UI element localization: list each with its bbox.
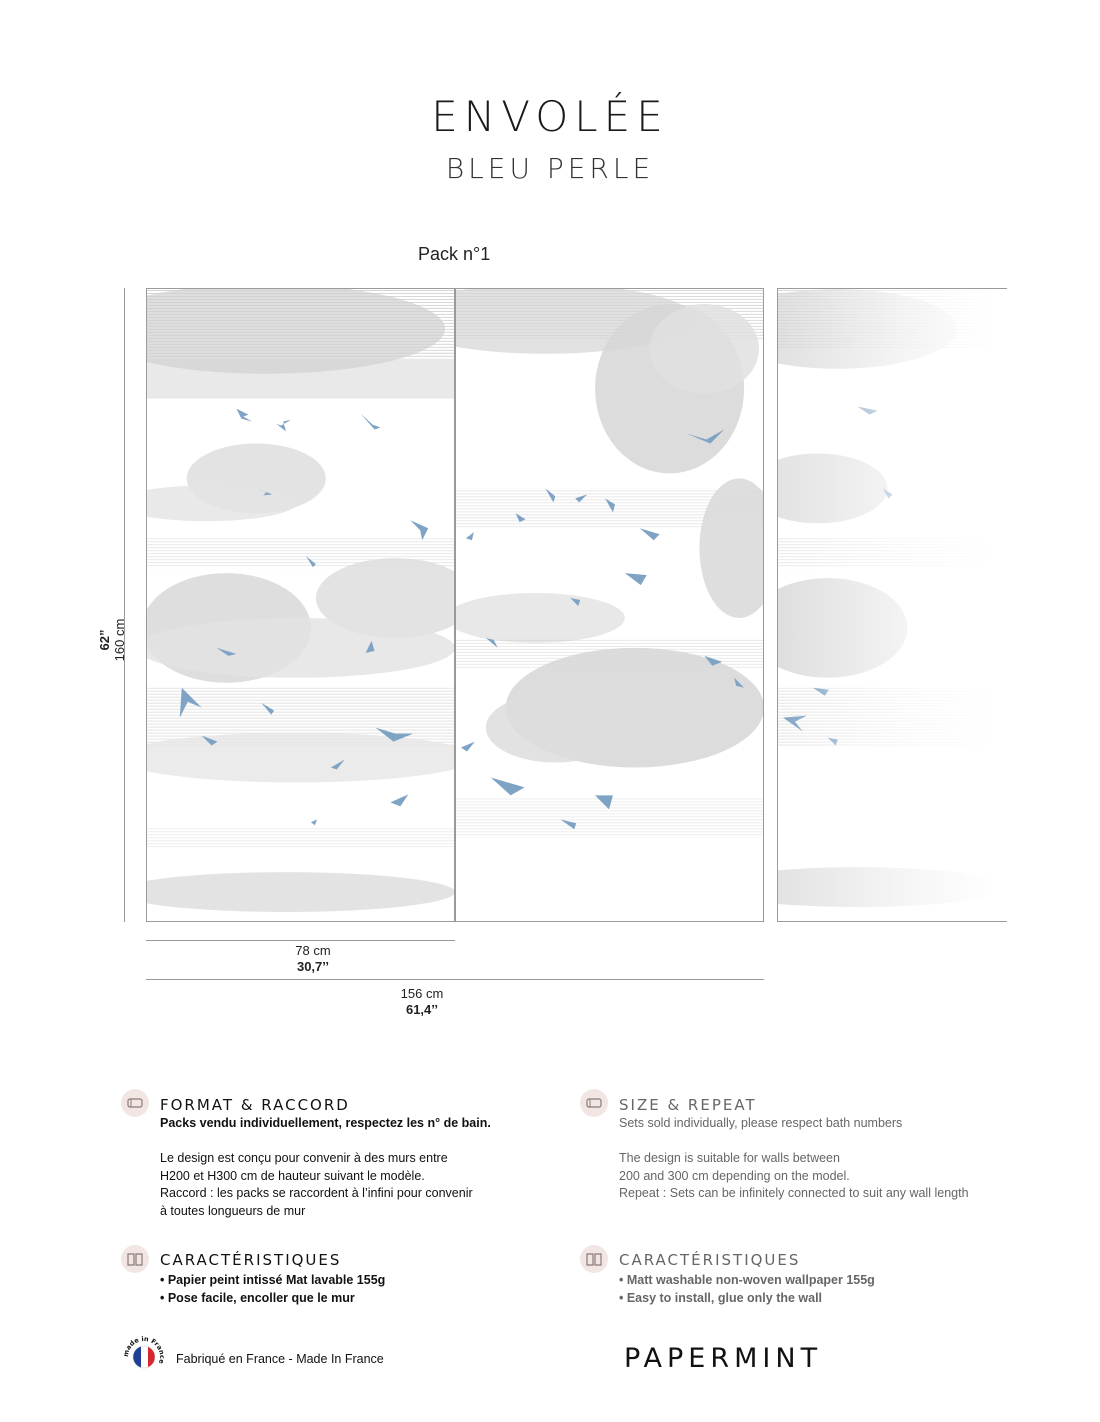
format-line-en: 200 and 300 cm depending on the model. [619,1168,850,1183]
features-list-en [619,1272,1039,1307]
height-dimension-label [97,580,127,700]
product-title: ENVOLÉE [431,92,669,141]
features-title-en: CARACTÉRISTIQUES [619,1251,801,1269]
wallpaper-panel-1 [146,288,455,922]
format-text-fr [160,1115,560,1220]
format-line-en: Repeat : Sets can be infinitely connected to suit any wall length [619,1186,969,1200]
made-in-france-badge [122,1335,166,1379]
pack-label: Pack n°1 [418,244,491,264]
product-colorway: BLEU PERLE [445,152,655,185]
cloud-sky-illustration [147,289,454,921]
format-line-fr: Le design est conçu pour convenir à des murs entre [160,1151,448,1165]
feature-item-en: • Easy to install, glue only the wall [619,1290,823,1305]
single-panel-width-line [146,940,455,941]
feature-item-fr: • Papier peint intissé Mat lavable 155g [160,1273,386,1287]
papermint-logo: PAPERMINT [624,1343,823,1374]
format-line-en: The design is suitable for walls between [619,1151,840,1165]
format-bold-line-en: Sets sold individually, please respect bath numbers [619,1116,903,1130]
format-title-en: SIZE & REPEAT [619,1096,757,1114]
wallpaper-panel-2 [455,288,764,922]
wallpaper-roll-icon [121,1089,149,1117]
total-width-line [146,979,764,980]
features-list-fr [160,1272,560,1307]
made-in-france-text: Fabriqué en France - Made In France [176,1352,384,1366]
height-cm: 160 cm [112,618,127,662]
total-width-cm: 156 cm [400,986,444,1001]
format-line-fr: H200 et H300 cm de hauteur suivant le modèle. [160,1168,425,1183]
format-title-fr: FORMAT & RACCORD [160,1096,350,1114]
wallpaper-panel-3-preview [777,288,1007,922]
feature-item-fr: • Pose facile, encoller que le mur [160,1290,355,1305]
single-width-inches: 30,7’’ [296,959,330,974]
total-width-inches: 61,4’’ [405,1002,439,1017]
format-line-fr: à toutes longueurs de mur [160,1203,306,1218]
cloud-sky-illustration [456,289,763,921]
format-bold-line-fr: Packs vendu individuellement, respectez les n° de bain. [160,1116,491,1130]
single-width-cm: 78 cm [295,943,331,958]
wallpaper-roll-icon [580,1089,608,1117]
total-width-label [322,986,522,1018]
height-inches: 62” [97,629,112,651]
book-icon [580,1245,608,1273]
format-text-en [619,1115,1039,1203]
feature-item-en: • Matt washable non-woven wallpaper 155g [619,1273,875,1287]
book-icon [121,1245,149,1273]
single-panel-width-label [213,943,413,975]
panel-fade-overlay [777,289,1007,921]
svg-text:made in France: made in France [122,1335,166,1365]
format-line-fr: Raccord : les packs se raccordent à l’infini pour convenir [160,1186,473,1200]
features-title-fr: CARACTÉRISTIQUES [160,1251,342,1269]
